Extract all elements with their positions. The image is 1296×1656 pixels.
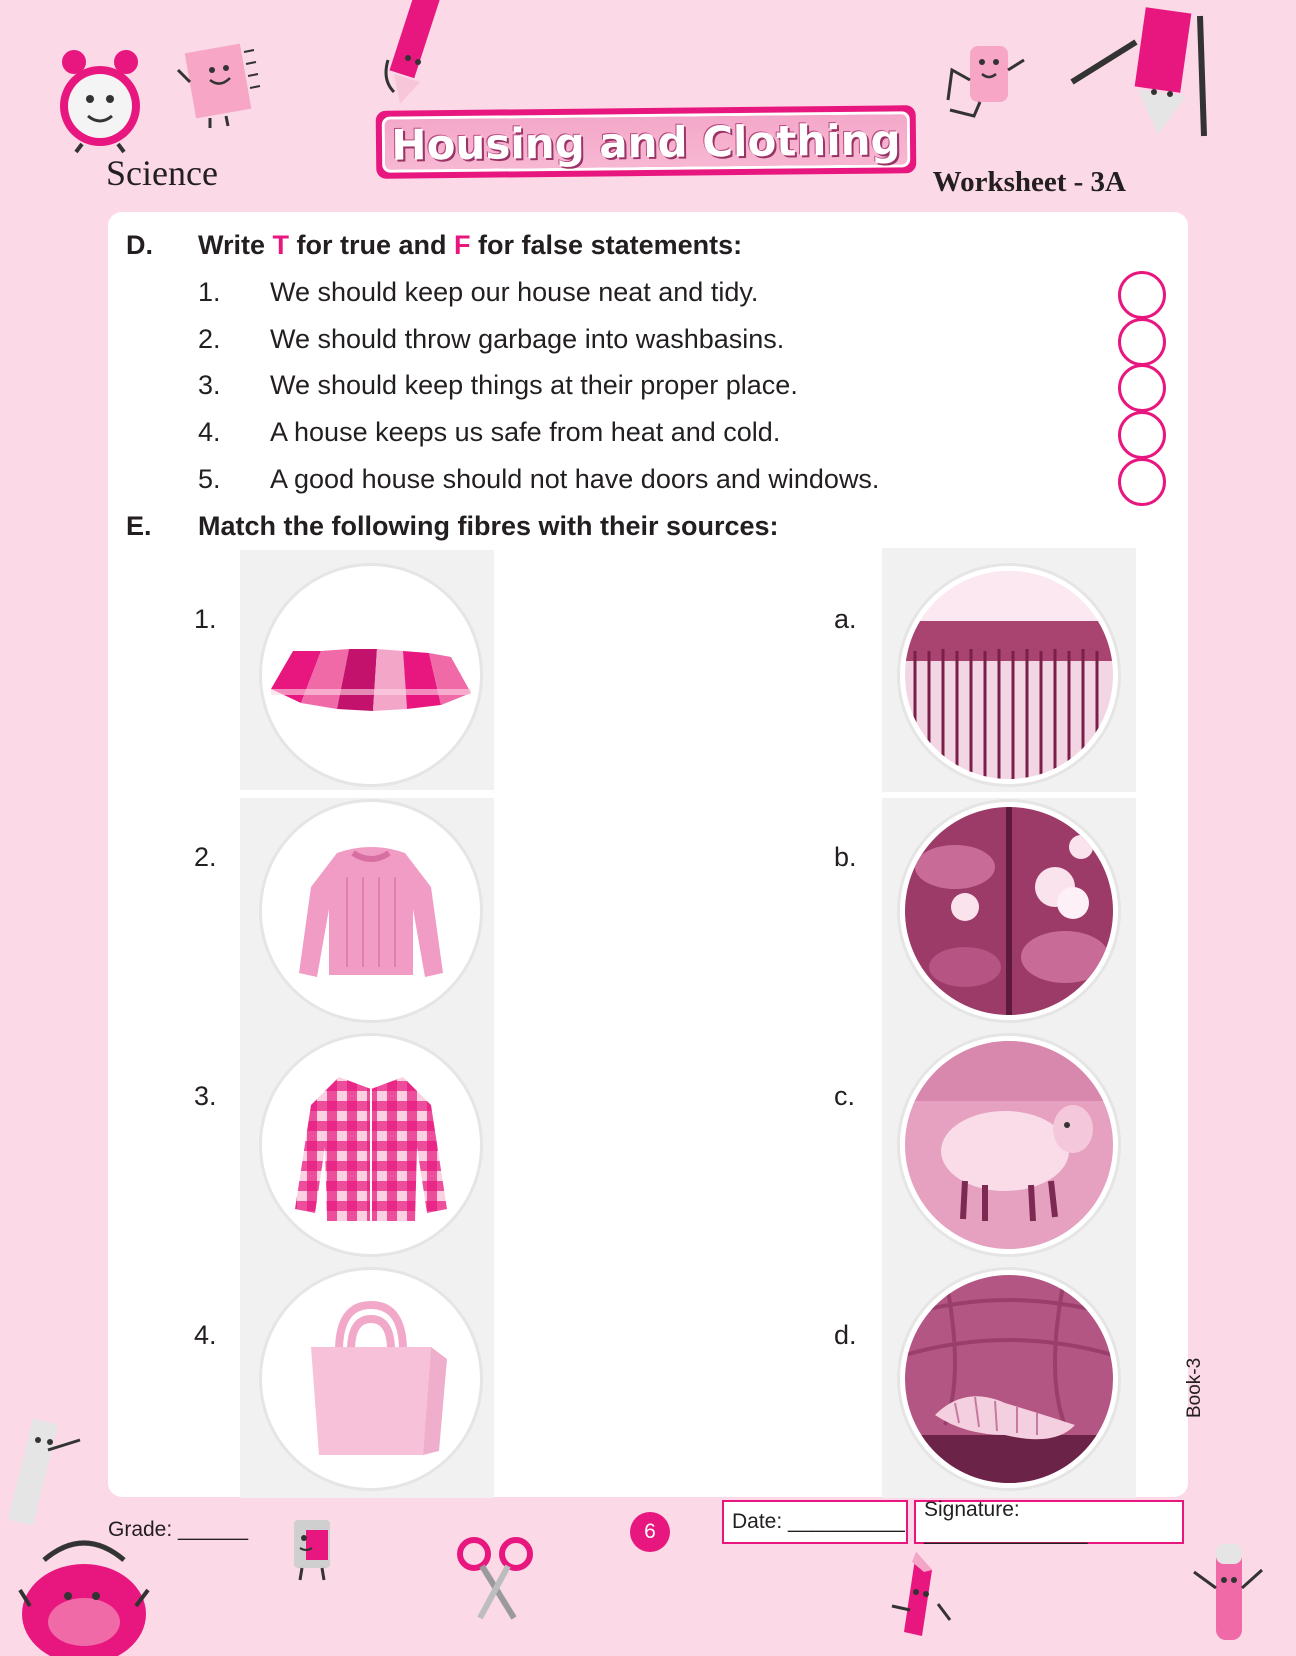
answer-circle-3[interactable] [1118, 364, 1166, 412]
pen-icon [1188, 1540, 1268, 1656]
answer-circle-5[interactable] [1118, 458, 1166, 506]
eraser-icon [940, 40, 1030, 120]
statement-text: A good house should not have doors and windows. [270, 464, 880, 494]
silk-sarees-image[interactable] [262, 566, 480, 784]
date-field[interactable]: Date: __________ [722, 1500, 908, 1544]
worksheet-number: Worksheet - 3A [932, 166, 1126, 198]
section-d-title-part: Write [198, 230, 273, 260]
pencil-icon [380, 0, 450, 110]
section-d-title-part: for false statements: [470, 230, 743, 260]
pencil-with-face-icon [1070, 6, 1220, 146]
subject-label: Science [106, 153, 218, 193]
silkworm-image[interactable] [900, 1270, 1118, 1488]
statement-number: 4. [198, 417, 221, 447]
answer-circle-1[interactable] [1118, 271, 1166, 319]
sheep-image[interactable] [900, 1036, 1118, 1254]
statement-number: 2. [198, 324, 221, 354]
statement-text: A house keeps us safe from heat and cold. [270, 417, 781, 447]
section-d-title [198, 230, 742, 261]
answer-circle-2[interactable] [1118, 318, 1166, 366]
section-e-letter: E. [126, 511, 152, 541]
signature-field[interactable]: Signature: ______________ [914, 1500, 1184, 1544]
answer-circle-4[interactable] [1118, 411, 1166, 459]
statement-number: 1. [198, 277, 221, 307]
page-number: 6 [630, 1512, 670, 1552]
match-left-number: 3. [194, 1081, 217, 1111]
match-right-letter: d. [834, 1320, 857, 1350]
crayon-icon [882, 1546, 962, 1652]
match-left-number: 4. [194, 1320, 217, 1350]
match-right-letter: a. [834, 604, 857, 634]
page-title: Housing and Clothing [382, 111, 911, 173]
scissors-icon [456, 1534, 536, 1624]
match-right-letter: c. [834, 1081, 856, 1111]
match-left-number: 2. [194, 842, 217, 872]
jute-plants-image[interactable] [900, 566, 1118, 784]
true-letter: T [272, 230, 290, 260]
cotton-plant-image[interactable] [900, 802, 1118, 1020]
section-e-title: Match the following fibres with their sources: [198, 511, 779, 541]
statement-text: We should keep our house neat and tidy. [270, 277, 759, 307]
checked-cotton-shirt-image[interactable] [262, 1036, 480, 1254]
ruler-icon [8, 1410, 92, 1530]
school-bag-icon [14, 1530, 154, 1656]
statement-text: We should throw garbage into washbasins. [270, 324, 785, 354]
jute-bag-image[interactable] [262, 1270, 480, 1488]
section-d-letter: D. [126, 230, 153, 260]
statement-number: 3. [198, 370, 221, 400]
title-banner [376, 105, 917, 179]
statement-text: We should keep things at their proper place. [270, 370, 798, 400]
book-label: Book-3 [1184, 1357, 1205, 1418]
grade-field[interactable]: Grade: ______ [108, 1518, 249, 1541]
notepad-icon [176, 40, 266, 130]
match-left-number: 1. [194, 604, 217, 634]
section-d-title-part: for true and [289, 230, 455, 260]
match-right-letter: b. [834, 842, 857, 872]
false-letter: F [454, 230, 471, 260]
statement-number: 5. [198, 464, 221, 494]
sharpener-icon [282, 1514, 346, 1588]
woollen-sweater-image[interactable] [262, 802, 480, 1020]
alarm-clock-icon [52, 44, 152, 154]
